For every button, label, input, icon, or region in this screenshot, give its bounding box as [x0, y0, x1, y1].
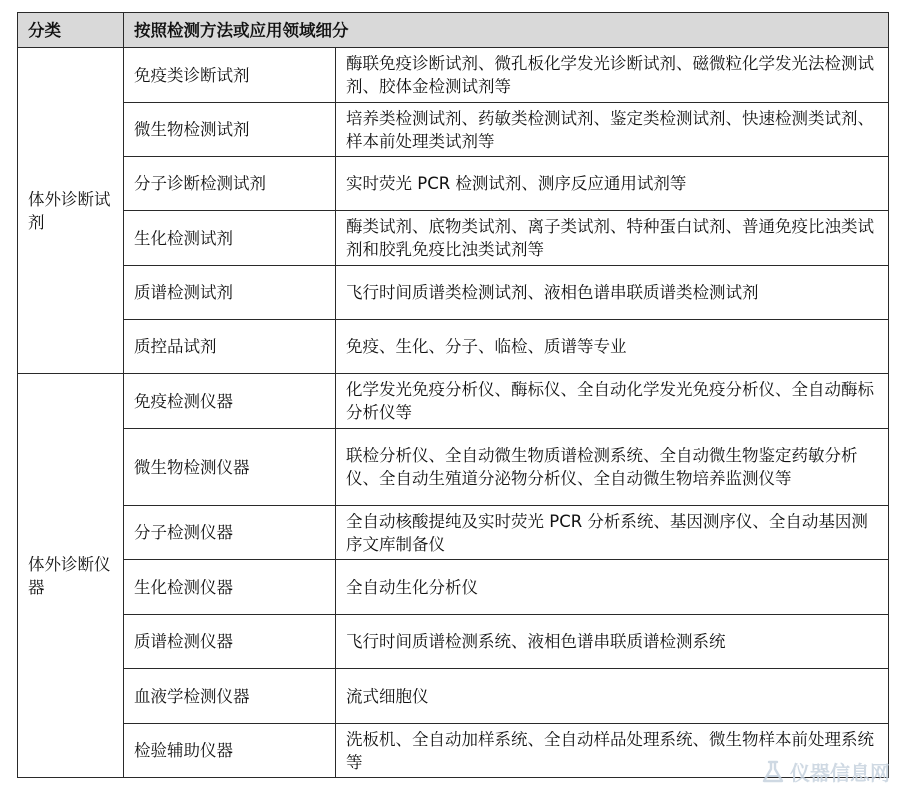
subcategory-cell: 检验辅助仪器 — [124, 724, 336, 778]
table-row — [18, 724, 889, 778]
subcategory-cell: 分子检测仪器 — [124, 506, 336, 560]
subcategory-cell: 质控品试剂 — [124, 320, 336, 374]
subcategory-cell: 微生物检测试剂 — [124, 103, 336, 157]
description-cell: 全自动生化分析仪 — [336, 560, 889, 615]
subcategory-cell: 免疫检测仪器 — [124, 374, 336, 429]
header-category: 分类 — [18, 13, 124, 48]
category-cell: 体外诊断试剂 — [18, 48, 124, 374]
description-cell: 实时荧光 PCR 检测试剂、测序反应通用试剂等 — [336, 157, 889, 211]
table-row — [18, 560, 889, 615]
description-cell: 酶类试剂、底物类试剂、离子类试剂、特种蛋白试剂、普通免疫比浊类试剂和胶乳免疫比浊类试剂等 — [336, 211, 889, 266]
table-row — [18, 669, 889, 724]
table-row — [18, 103, 889, 157]
subcategory-cell: 质谱检测仪器 — [124, 615, 336, 669]
description-cell: 联检分析仪、全自动微生物质谱检测系统、全自动微生物鉴定药敏分析仪、全自动生殖道分泌物分析仪、全自动微生物培养监测仪等 — [336, 429, 889, 506]
description-cell: 飞行时间质谱检测系统、液相色谱串联质谱检测系统 — [336, 615, 889, 669]
description-cell: 飞行时间质谱类检测试剂、液相色谱串联质谱类检测试剂 — [336, 266, 889, 320]
watermark — [760, 757, 890, 786]
flask-logo-icon — [760, 759, 786, 785]
table-row — [18, 615, 889, 669]
table-row — [18, 429, 889, 506]
description-cell: 酶联免疫诊断试剂、微孔板化学发光诊断试剂、磁微粒化学发光法检测试剂、胶体金检测试剂等 — [336, 48, 889, 103]
category-cell: 体外诊断仪器 — [18, 374, 124, 778]
table-row — [18, 374, 889, 429]
table-row — [18, 157, 889, 211]
header-subdivision: 按照检测方法或应用领域细分 — [124, 13, 889, 48]
table-row — [18, 211, 889, 266]
description-cell: 全自动核酸提纯及实时荧光 PCR 分析系统、基因测序仪、全自动基因测序文库制备仪 — [336, 506, 889, 560]
table-row — [18, 506, 889, 560]
table-row — [18, 320, 889, 374]
table-row — [18, 266, 889, 320]
table-row — [18, 48, 889, 103]
subcategory-cell: 免疫类诊断试剂 — [124, 48, 336, 103]
description-cell: 流式细胞仪 — [336, 669, 889, 724]
subcategory-cell: 微生物检测仪器 — [124, 429, 336, 506]
description-cell: 培养类检测试剂、药敏类检测试剂、鉴定类检测试剂、快速检测类试剂、样本前处理类试剂等 — [336, 103, 889, 157]
subcategory-cell: 生化检测试剂 — [124, 211, 336, 266]
subcategory-cell: 生化检测仪器 — [124, 560, 336, 615]
watermark-text: 仪器信息网 — [790, 761, 890, 785]
description-cell: 洗板机、全自动加样系统、全自动样品处理系统、微生物样本前处理系统等 — [336, 724, 889, 778]
subcategory-cell: 质谱检测试剂 — [124, 266, 336, 320]
description-cell: 免疫、生化、分子、临检、质谱等专业 — [336, 320, 889, 374]
subcategory-cell: 血液学检测仪器 — [124, 669, 336, 724]
description-cell: 化学发光免疫分析仪、酶标仪、全自动化学发光免疫分析仪、全自动酶标分析仪等 — [336, 374, 889, 429]
subcategory-cell: 分子诊断检测试剂 — [124, 157, 336, 211]
table-header-row — [18, 13, 889, 48]
classification-table — [17, 12, 889, 778]
